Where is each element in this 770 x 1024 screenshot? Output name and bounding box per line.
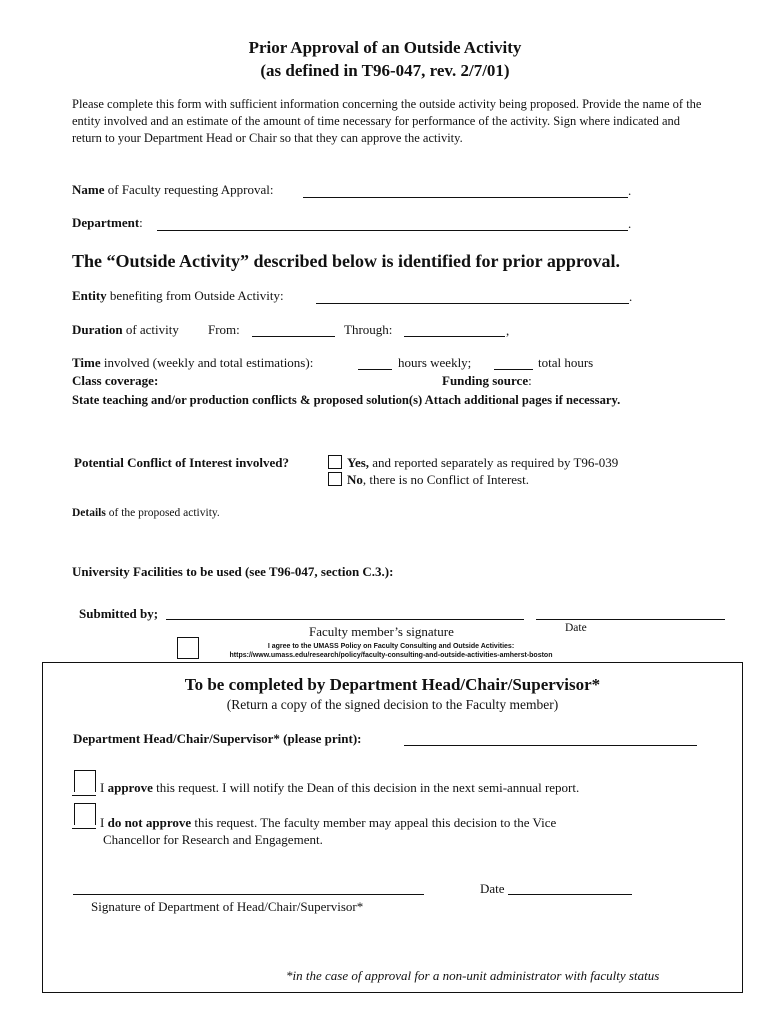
name-label-rest: of Faculty requesting Approval: <box>104 182 274 197</box>
department-field[interactable] <box>157 230 628 231</box>
name-row <box>72 182 273 198</box>
department-section-subheading: (Return a copy of the signed decision to the Faculty member) <box>226 697 559 712</box>
from-label: From: <box>208 322 240 337</box>
name-field[interactable] <box>303 197 628 198</box>
department-label: Department <box>72 215 140 230</box>
head-print-field[interactable] <box>404 745 697 746</box>
details-row <box>72 507 220 519</box>
coi-no-row <box>347 472 529 488</box>
duration-row <box>72 322 179 338</box>
coi-yes-label-rest: and reported separately as required by T96-039 <box>369 455 619 470</box>
intro-text: Please complete this form with sufficient information concerning the outside activity being proposed. Provide the name of the entity involved and an estimate of the amount of time necessary for performance of the activity. Sign where indicated and return to your Department Head or Chair so that they can approve the activity. <box>72 97 702 145</box>
head-signature-caption: Signature of Department of Head/Chair/Supervisor* <box>91 899 364 914</box>
entity-row <box>72 288 284 304</box>
department-section-heading: To be completed by Department Head/Chair/Supervisor* <box>184 675 601 694</box>
through-field[interactable] <box>404 336 505 337</box>
submission-date-field[interactable] <box>536 619 725 620</box>
approve-label-bold: approve <box>107 780 153 795</box>
form-title: Prior Approval of an Outside Activity <box>248 38 522 57</box>
details-label-bold: Details <box>72 507 106 519</box>
approve-row: I approve this request. I will notify the Dean of this decision in the next semi-annual report. <box>100 780 580 795</box>
head-signature-field[interactable] <box>73 894 424 895</box>
entity-field[interactable] <box>316 303 629 304</box>
entity-label-rest: benefiting from Outside Activity: <box>106 288 284 303</box>
submitted-by-label: Submitted by; <box>79 606 159 621</box>
duration-label-rest: of activity <box>122 322 179 337</box>
not-approve-label-bold: do not approve <box>107 815 192 830</box>
duration-label-bold: Duration <box>72 322 123 337</box>
head-date-field[interactable] <box>508 894 632 895</box>
policy-url[interactable]: https://www.umass.edu/research/policy/faculty-consulting-and-outside-activities-amherst-boston <box>229 652 553 659</box>
faculty-signature-caption: Faculty member’s signature <box>309 624 454 639</box>
coi-yes-label-bold: Yes, <box>347 455 370 470</box>
conflicts-label: State teaching and/or production conflicts & proposed solution(s) Attach additional pages if necessary. <box>72 393 621 407</box>
coi-question: Potential Conflict of Interest involved? <box>74 455 289 470</box>
approve-checkbox[interactable] <box>74 770 96 792</box>
not-approve-label-rest: this request. The faculty member may appeal this decision to the Vice <box>191 815 557 830</box>
facilities-label: University Facilities to be used (see T96-047, section C.3.): <box>72 564 394 579</box>
coi-yes-checkbox[interactable] <box>328 455 342 469</box>
coi-no-label-bold: No <box>347 472 363 487</box>
total-hours-label: total hours <box>538 355 594 370</box>
from-field[interactable] <box>252 336 335 337</box>
policy-agree-checkbox[interactable] <box>177 637 199 659</box>
hours-weekly-field[interactable] <box>358 369 392 370</box>
faculty-signature-field[interactable] <box>166 619 524 620</box>
head-print-label: Department Head/Chair/Supervisor* (please print): <box>73 731 362 746</box>
not-approve-checkbox[interactable] <box>74 803 96 825</box>
details-label-rest: of the proposed activity. <box>105 507 220 519</box>
funding-source-row: Funding source: <box>442 373 532 388</box>
name-label-bold: Name <box>72 182 105 197</box>
footnote: *in the case of approval for a non-unit administrator with faculty status <box>286 968 660 983</box>
time-label-rest: involved (weekly and total estimations): <box>100 355 314 370</box>
coi-no-checkbox[interactable] <box>328 472 342 486</box>
department-row: Department: <box>72 215 143 230</box>
coi-no-label-rest: , there is no Conflict of Interest. <box>362 472 529 487</box>
through-label: Through: <box>344 322 393 337</box>
approve-label-rest: this request. I will notify the Dean of this decision in the next semi-annual report. <box>152 780 580 795</box>
section-heading: The “Outside Activity” described below is identified for prior approval. <box>72 251 621 271</box>
policy-agree-text: I agree to the UMASS Policy on Faculty Consulting and Outside Activities: <box>267 643 515 650</box>
funding-source-label: Funding source <box>442 373 529 388</box>
entity-label-bold: Entity <box>72 288 107 303</box>
time-row <box>72 355 313 371</box>
hours-weekly-label: hours weekly; <box>398 355 472 370</box>
form-subtitle: (as defined in T96-047, rev. 2/7/01) <box>260 61 510 80</box>
total-hours-field[interactable] <box>494 369 533 370</box>
not-approve-line2: Chancellor for Research and Engagement. <box>103 832 323 847</box>
time-label-bold: Time <box>72 355 101 370</box>
not-approve-row: I do not approve this request. The faculty member may appeal this decision to the Vice <box>100 815 557 830</box>
submission-date-label: Date <box>565 622 587 634</box>
class-coverage-label: Class coverage: <box>72 373 159 388</box>
head-date-label: Date <box>480 881 505 896</box>
coi-yes-row <box>347 455 618 471</box>
